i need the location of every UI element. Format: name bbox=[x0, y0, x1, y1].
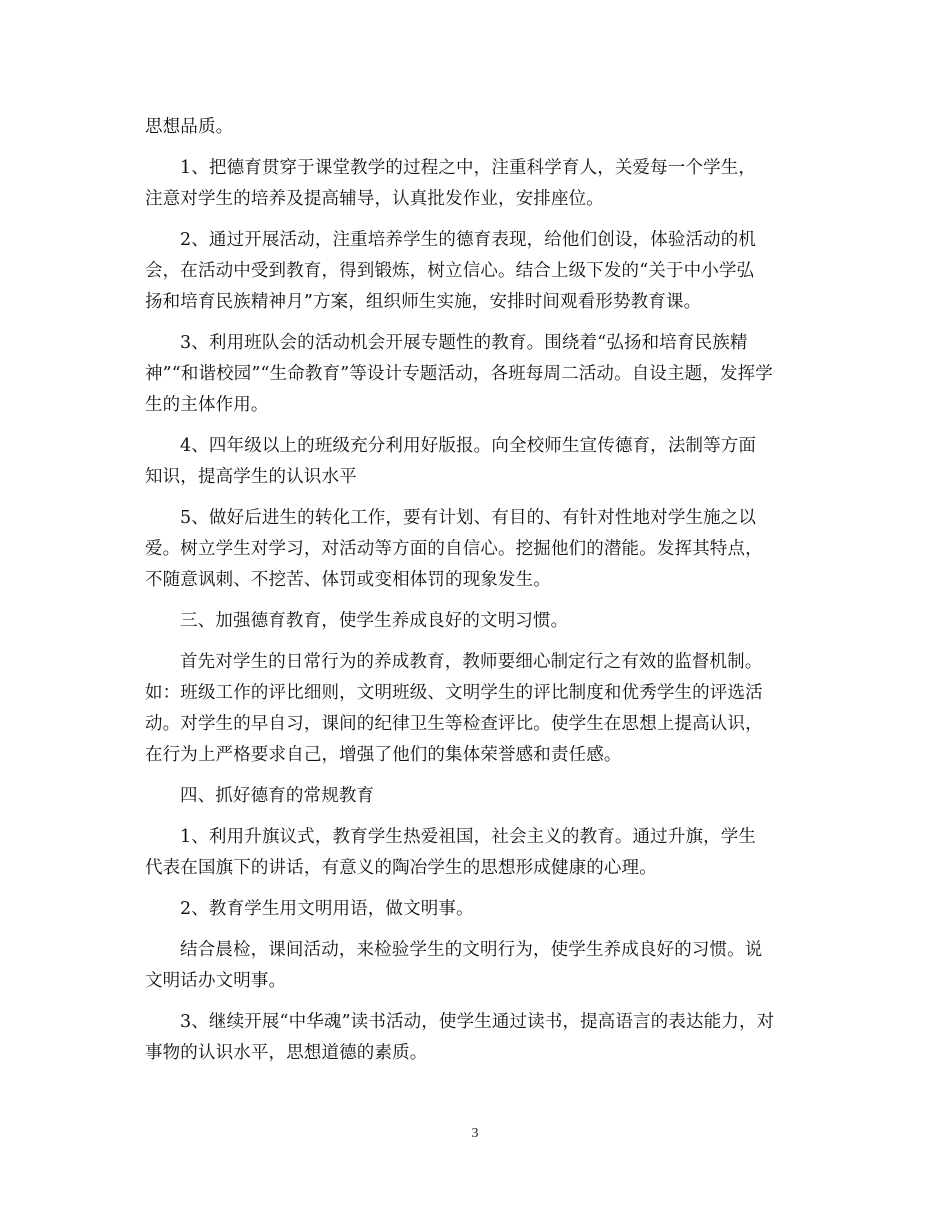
text-line: 首先对学生的日常行为的养成教育，教师要细心制定行之有效的监督机制。 bbox=[180, 652, 763, 672]
text-line: 会，在活动中受到教育，得到锻炼，树立信心。结合上级下发的“关于中小学弘 bbox=[145, 261, 755, 281]
text-line: 结合晨检，课间活动，来检验学生的文明行为，使学生养成良好的习惯。说 bbox=[180, 940, 763, 960]
text-line: 如：班级工作的评比细则，文明班级、文明学生的评比制度和优秀学生的评选活 bbox=[145, 683, 763, 703]
page-number: 3 bbox=[471, 1126, 479, 1141]
text-line: 神”“和谐校园”“生命教育”等设计专题活动，各班每周二活动。自设主题，发挥学 bbox=[145, 364, 773, 384]
text-line: 1、利用升旗议式，教育学生热爱祖国，社会主义的教育。通过升旗，学生 bbox=[180, 827, 757, 847]
text-line: 事物的认识水平，思想道德的素质。 bbox=[145, 1043, 428, 1063]
text-line: 1、把德育贯穿于课堂教学的过程之中，注重科学育人，关爱每一个学生， bbox=[180, 158, 757, 178]
text-line: 在行为上严格要求自己，增强了他们的集体荣誉感和责任感。 bbox=[145, 745, 622, 765]
text-line: 3、继续开展“中华魂”读书活动，使学生通过读书，提高语言的表达能力，对 bbox=[180, 1012, 775, 1032]
section-heading: 四、抓好德育的常规教育 bbox=[180, 786, 375, 806]
text-line: 思想品质。 bbox=[145, 117, 234, 137]
text-line: 文明话办文明事。 bbox=[145, 971, 287, 991]
text-line: 扬和培育民族精神月”方案，组织师生实施，安排时间观看形势教育课。 bbox=[145, 292, 702, 312]
text-line: 爱。树立学生对学习，对活动等方面的自信心。挖掘他们的潜能。发挥其特点， bbox=[145, 539, 763, 559]
text-line: 4、四年级以上的班级充分利用好版报。向全校师生宣传德育，法制等方面 bbox=[180, 436, 757, 456]
text-line: 代表在国旗下的讲话，有意义的陶冶学生的思想形成健康的心理。 bbox=[145, 858, 657, 878]
text-line: 知识，提高学生的认识水平 bbox=[145, 467, 357, 487]
text-line: 3、利用班队会的活动机会开展专题性的教育。围绕着“弘扬和培育民族精 bbox=[180, 333, 748, 353]
section-heading: 三、加强德育教育，使学生养成良好的文明习惯。 bbox=[180, 611, 569, 631]
text-line: 5、做好后进生的转化工作，要有计划、有目的、有针对性地对学生施之以 bbox=[180, 508, 757, 528]
text-line: 2、教育学生用文明用语，做文明事。 bbox=[180, 899, 474, 919]
text-line: 生的主体作用。 bbox=[145, 395, 269, 415]
document-body bbox=[145, 112, 810, 1069]
text-line: 不随意讽刺、不挖苦、体罚或变相体罚的现象发生。 bbox=[145, 570, 551, 590]
text-line: 2、通过开展活动，注重培养学生的德育表现，给他们创设，体验活动的机 bbox=[180, 230, 757, 250]
text-line: 动。对学生的早自习，课间的纪律卫生等检查评比。使学生在思想上提高认识， bbox=[145, 714, 763, 734]
text-line: 注意对学生的培养及提高辅导，认真批发作业，安排座位。 bbox=[145, 189, 604, 209]
